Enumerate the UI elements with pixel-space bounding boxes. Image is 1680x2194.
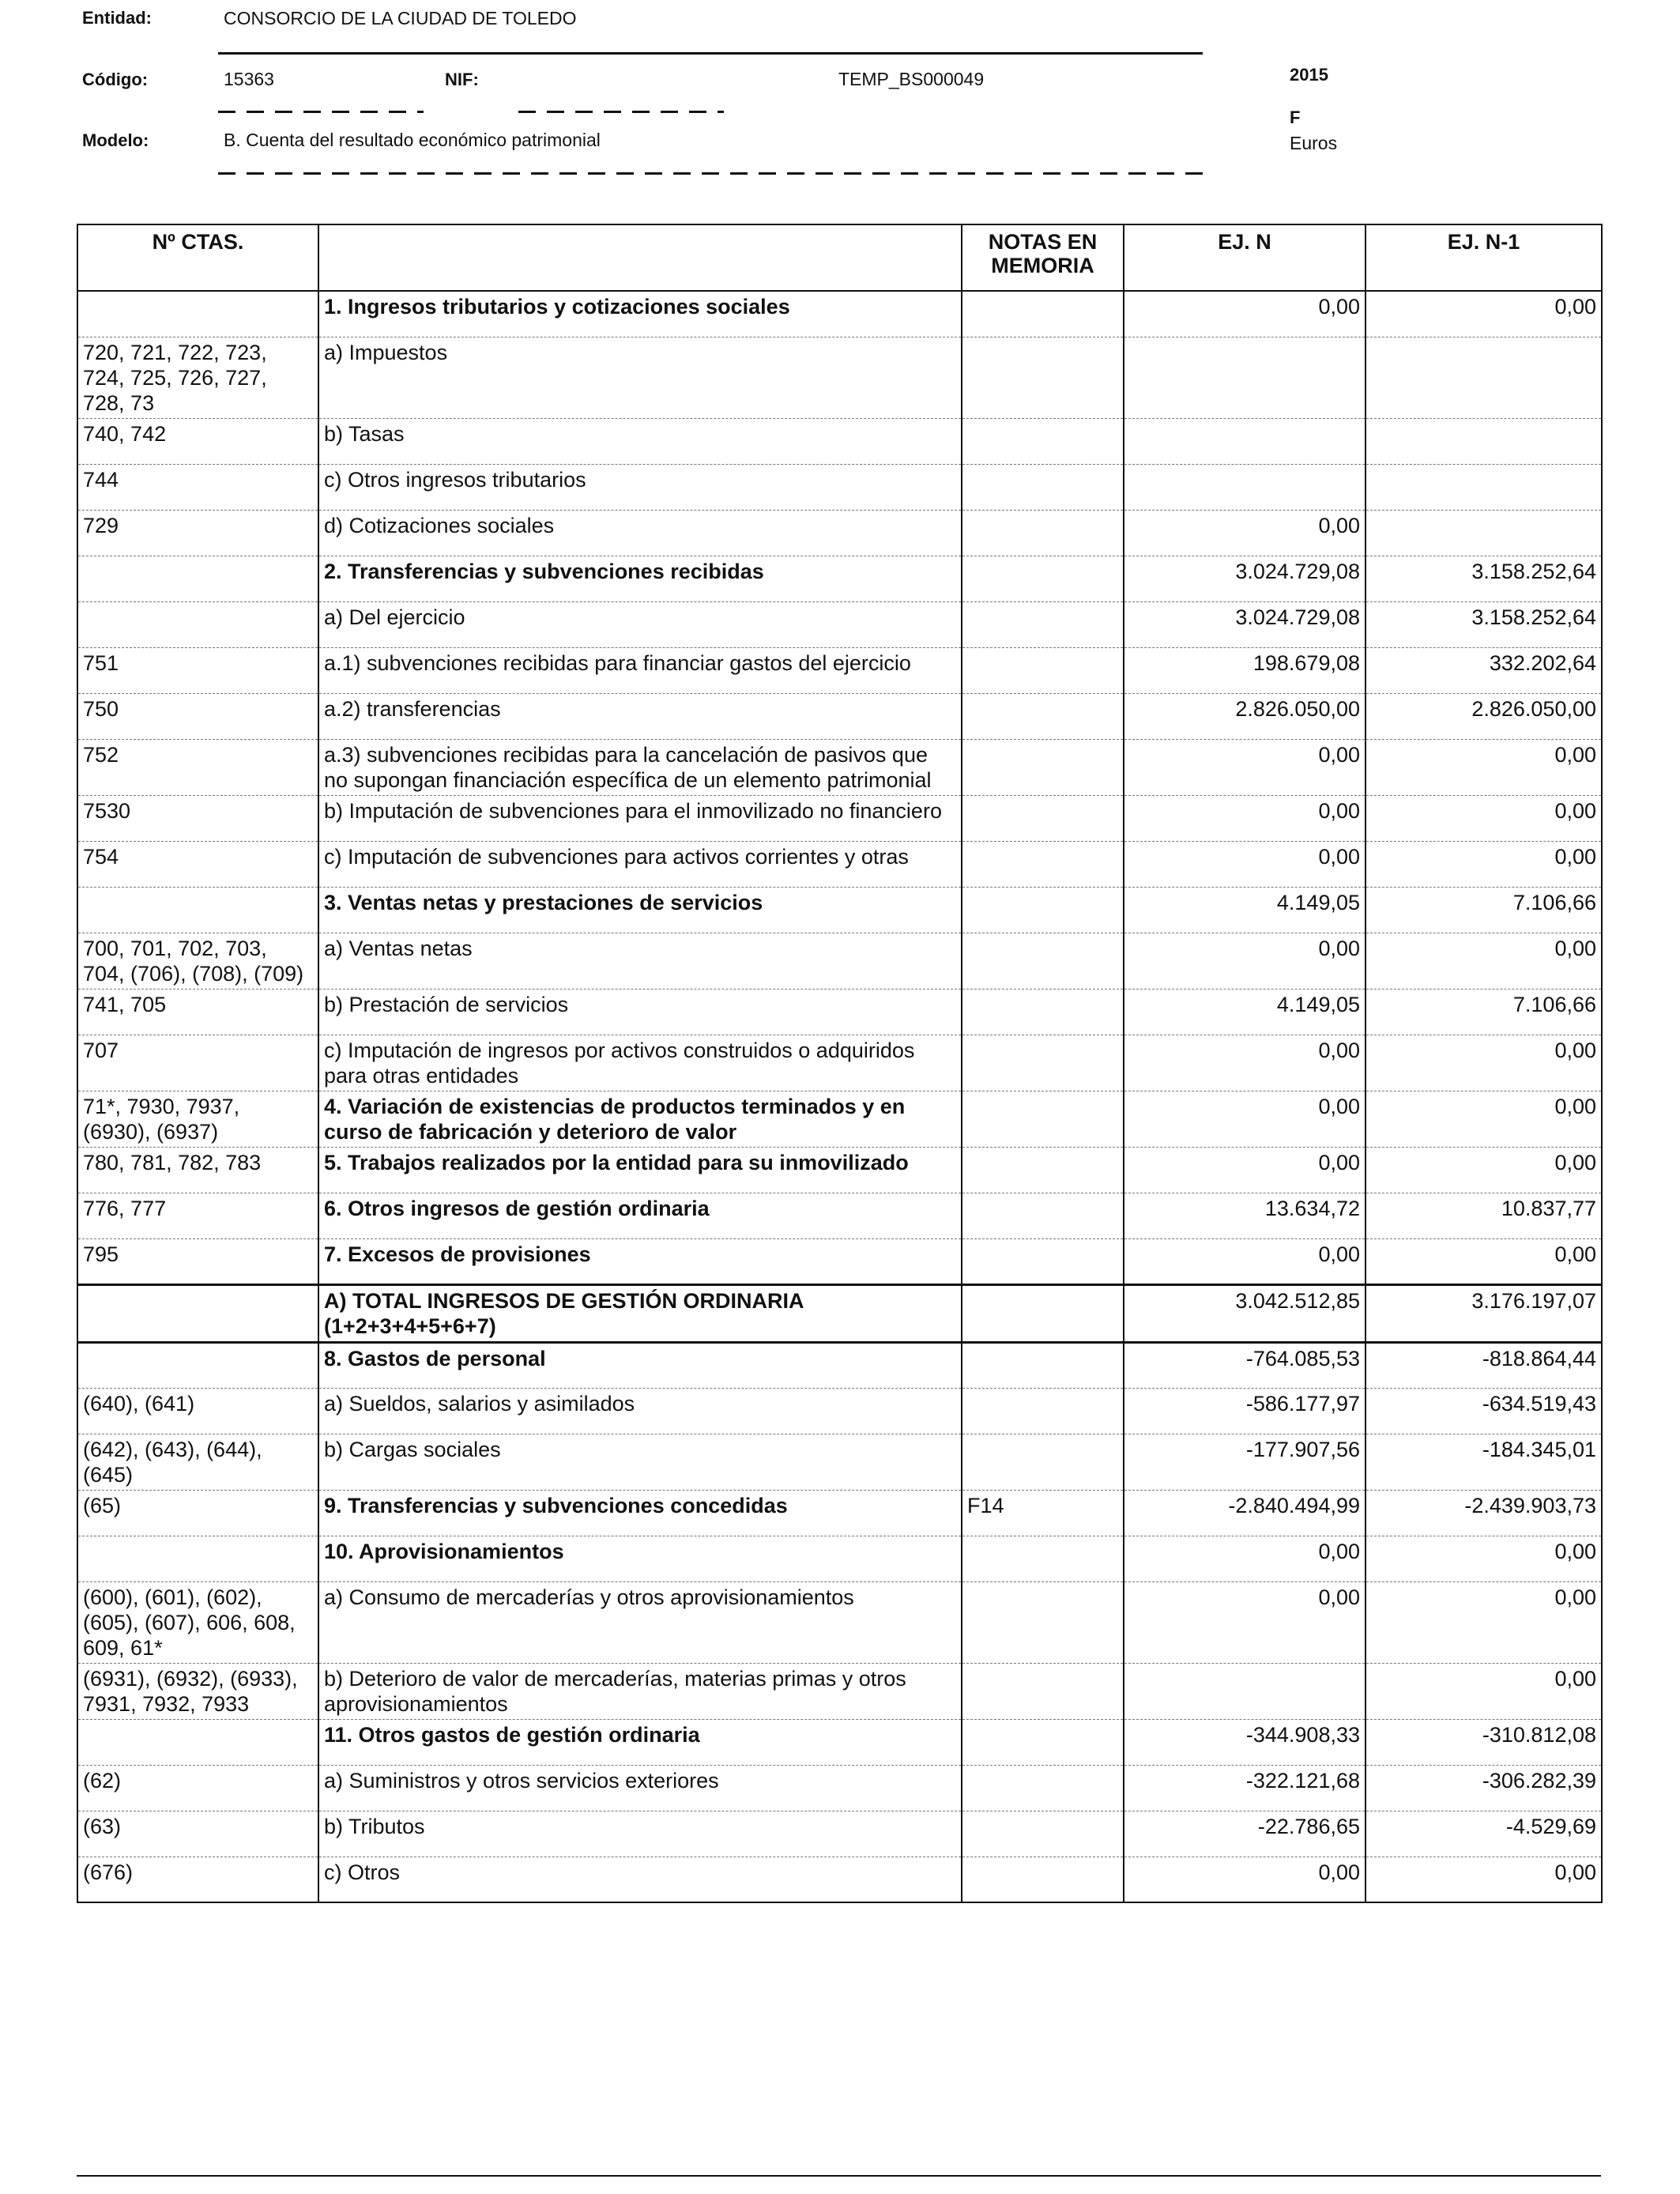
cell-ej-n1: 0,00 bbox=[1365, 1147, 1602, 1193]
cell-ej-n1: 0,00 bbox=[1365, 1857, 1602, 1902]
cell-ej-n: -177.907,56 bbox=[1124, 1434, 1365, 1490]
header-notas: NOTAS EN MEMORIA bbox=[962, 224, 1124, 291]
cell-ctas: (63) bbox=[77, 1811, 318, 1857]
cell-ej-n1 bbox=[1365, 337, 1602, 418]
cell-ctas bbox=[77, 887, 318, 933]
cell-ej-n1: 10.837,77 bbox=[1365, 1193, 1602, 1238]
cell-ej-n1: 2.826.050,00 bbox=[1365, 693, 1602, 739]
table-row bbox=[77, 1091, 1602, 1147]
cell-notas bbox=[962, 1284, 1124, 1342]
cell-ej-n: 3.024.729,08 bbox=[1124, 601, 1365, 647]
cell-concepto: 7. Excesos de provisiones bbox=[318, 1238, 962, 1284]
cell-ctas: (642), (643), (644), (645) bbox=[77, 1434, 318, 1490]
cell-notas bbox=[962, 989, 1124, 1035]
cell-notas bbox=[962, 1536, 1124, 1581]
table-row bbox=[77, 887, 1602, 933]
table-row bbox=[77, 647, 1602, 693]
cell-ej-n: -22.786,65 bbox=[1124, 1811, 1365, 1857]
cell-ej-n: 13.634,72 bbox=[1124, 1193, 1365, 1238]
cell-ej-n1: 0,00 bbox=[1365, 841, 1602, 887]
cell-concepto: 5. Trabajos realizados por la entidad para su inmovilizado bbox=[318, 1147, 962, 1193]
cell-ej-n: -344.908,33 bbox=[1124, 1719, 1365, 1765]
cell-notas bbox=[962, 933, 1124, 989]
cell-ej-n: 0,00 bbox=[1124, 795, 1365, 841]
nif-label: NIF: bbox=[445, 70, 479, 89]
cell-ctas: 707 bbox=[77, 1035, 318, 1091]
table-row bbox=[77, 841, 1602, 887]
cell-ctas: (676) bbox=[77, 1857, 318, 1902]
cell-ctas: 7530 bbox=[77, 795, 318, 841]
cell-ctas bbox=[77, 291, 318, 337]
table-row bbox=[77, 556, 1602, 601]
cell-ej-n: -764.085,53 bbox=[1124, 1342, 1365, 1388]
cell-ej-n: 0,00 bbox=[1124, 1857, 1365, 1902]
table-row bbox=[77, 1490, 1602, 1536]
cell-notas bbox=[962, 739, 1124, 795]
nif-underline bbox=[518, 111, 724, 113]
cell-ej-n: -2.840.494,99 bbox=[1124, 1490, 1365, 1536]
cell-concepto: a.3) subvenciones recibidas para la cancelación de pasivos que no supongan financiación específica de un elemento patrimonial bbox=[318, 739, 962, 795]
table-row bbox=[77, 1581, 1602, 1663]
table-row bbox=[77, 1284, 1602, 1342]
cell-notas bbox=[962, 1238, 1124, 1284]
cell-ej-n: 0,00 bbox=[1124, 739, 1365, 795]
modelo-label: Modelo: bbox=[82, 130, 149, 150]
cell-ctas: 780, 781, 782, 783 bbox=[77, 1147, 318, 1193]
cell-ej-n1: 0,00 bbox=[1365, 1581, 1602, 1663]
cell-ej-n1: -306.282,39 bbox=[1365, 1765, 1602, 1811]
cell-ctas: 71*, 7930, 7937, (6930), (6937) bbox=[77, 1091, 318, 1147]
cell-ctas: 750 bbox=[77, 693, 318, 739]
cell-ctas: 754 bbox=[77, 841, 318, 887]
cell-notas bbox=[962, 1719, 1124, 1765]
table-row bbox=[77, 989, 1602, 1035]
cell-concepto: b) Imputación de subvenciones para el inmovilizado no financiero bbox=[318, 795, 962, 841]
table-row bbox=[77, 337, 1602, 418]
cell-ej-n bbox=[1124, 337, 1365, 418]
cell-notas bbox=[962, 1663, 1124, 1719]
cell-ctas: (65) bbox=[77, 1490, 318, 1536]
table-row bbox=[77, 1663, 1602, 1719]
cell-ej-n1: -818.864,44 bbox=[1365, 1342, 1602, 1388]
cell-notas bbox=[962, 1857, 1124, 1902]
cell-ej-n: 0,00 bbox=[1124, 291, 1365, 337]
cell-ctas bbox=[77, 1284, 318, 1342]
cell-notas bbox=[962, 601, 1124, 647]
cell-notas bbox=[962, 1765, 1124, 1811]
cell-ej-n: 0,00 bbox=[1124, 1091, 1365, 1147]
cell-ej-n1 bbox=[1365, 464, 1602, 510]
cell-concepto: 6. Otros ingresos de gestión ordinaria bbox=[318, 1193, 962, 1238]
cell-notas bbox=[962, 1388, 1124, 1434]
cell-concepto: a) Del ejercicio bbox=[318, 601, 962, 647]
cell-ej-n: 0,00 bbox=[1124, 510, 1365, 556]
cell-ctas: 751 bbox=[77, 647, 318, 693]
cell-notas bbox=[962, 647, 1124, 693]
table-row bbox=[77, 795, 1602, 841]
cell-ctas bbox=[77, 1719, 318, 1765]
cell-concepto: b) Cargas sociales bbox=[318, 1434, 962, 1490]
cell-ctas bbox=[77, 601, 318, 647]
cell-concepto: a) Suministros y otros servicios exteriores bbox=[318, 1765, 962, 1811]
header-ej-n: EJ. N bbox=[1124, 224, 1365, 291]
cell-concepto: 1. Ingresos tributarios y cotizaciones sociales bbox=[318, 291, 962, 337]
cell-ej-n: 2.826.050,00 bbox=[1124, 693, 1365, 739]
cell-notas bbox=[962, 1811, 1124, 1857]
cell-concepto: a.2) transferencias bbox=[318, 693, 962, 739]
cell-ej-n1: 0,00 bbox=[1365, 933, 1602, 989]
table-row bbox=[77, 1811, 1602, 1857]
cell-notas bbox=[962, 1342, 1124, 1388]
cell-ctas: 720, 721, 722, 723, 724, 725, 726, 727, 728, 73 bbox=[77, 337, 318, 418]
table-row bbox=[77, 739, 1602, 795]
cell-ej-n: 0,00 bbox=[1124, 1536, 1365, 1581]
header-ej-n1: EJ. N-1 bbox=[1365, 224, 1602, 291]
cell-ctas: 795 bbox=[77, 1238, 318, 1284]
cell-ej-n1: -184.345,01 bbox=[1365, 1434, 1602, 1490]
cell-ej-n1: 0,00 bbox=[1365, 795, 1602, 841]
codigo-underline bbox=[218, 111, 424, 113]
cell-notas bbox=[962, 887, 1124, 933]
cell-ej-n: -322.121,68 bbox=[1124, 1765, 1365, 1811]
cell-concepto: 8. Gastos de personal bbox=[318, 1342, 962, 1388]
cell-ej-n1: -2.439.903,73 bbox=[1365, 1490, 1602, 1536]
modelo-underline bbox=[218, 172, 1203, 175]
cell-notas bbox=[962, 291, 1124, 337]
cell-ej-n: 0,00 bbox=[1124, 933, 1365, 989]
cell-notas bbox=[962, 841, 1124, 887]
cell-concepto: 11. Otros gastos de gestión ordinaria bbox=[318, 1719, 962, 1765]
table-row bbox=[77, 1388, 1602, 1434]
table-row bbox=[77, 1434, 1602, 1490]
year-value: 2015 bbox=[1290, 65, 1328, 85]
cell-notas bbox=[962, 1147, 1124, 1193]
cell-notas bbox=[962, 337, 1124, 418]
header-concepto bbox=[318, 224, 962, 291]
cell-concepto: a.1) subvenciones recibidas para financiar gastos del ejercicio bbox=[318, 647, 962, 693]
table-row bbox=[77, 1193, 1602, 1238]
table-row bbox=[77, 601, 1602, 647]
cell-concepto: c) Otros ingresos tributarios bbox=[318, 464, 962, 510]
table-bottom-rule bbox=[77, 2175, 1601, 2177]
cell-concepto: a) Sueldos, salarios y asimilados bbox=[318, 1388, 962, 1434]
income-statement-table bbox=[77, 224, 1603, 1903]
cell-ej-n1: 0,00 bbox=[1365, 1035, 1602, 1091]
cell-ctas: 744 bbox=[77, 464, 318, 510]
cell-notas bbox=[962, 1035, 1124, 1091]
cell-notas bbox=[962, 693, 1124, 739]
cell-ej-n bbox=[1124, 418, 1365, 464]
cell-ctas: (600), (601), (602), (605), (607), 606, 608, 609, 61* bbox=[77, 1581, 318, 1663]
cell-ej-n bbox=[1124, 1663, 1365, 1719]
cell-concepto: 4. Variación de existencias de productos terminados y en curso de fabricación y deterioro de valor bbox=[318, 1091, 962, 1147]
codigo-label: Código: bbox=[82, 70, 149, 89]
cell-notas bbox=[962, 1434, 1124, 1490]
cell-concepto: a) Impuestos bbox=[318, 337, 962, 418]
cell-ej-n1: 3.158.252,64 bbox=[1365, 556, 1602, 601]
cell-concepto: A) TOTAL INGRESOS DE GESTIÓN ORDINARIA (1+2+3+4+5+6+7) bbox=[318, 1284, 962, 1342]
cell-concepto: 9. Transferencias y subvenciones concedidas bbox=[318, 1490, 962, 1536]
cell-ej-n: 3.042.512,85 bbox=[1124, 1284, 1365, 1342]
table-row bbox=[77, 1765, 1602, 1811]
cell-ej-n: 0,00 bbox=[1124, 841, 1365, 887]
cell-notas bbox=[962, 1091, 1124, 1147]
cell-ej-n: 198.679,08 bbox=[1124, 647, 1365, 693]
cell-ej-n: 4.149,05 bbox=[1124, 887, 1365, 933]
cell-ej-n1: 332.202,64 bbox=[1365, 647, 1602, 693]
cell-concepto: c) Imputación de ingresos por activos construidos o adquiridos para otras entidades bbox=[318, 1035, 962, 1091]
codigo-value: 15363 bbox=[224, 69, 274, 89]
cell-concepto: b) Deterioro de valor de mercaderías, materias primas y otros aprovisionamientos bbox=[318, 1663, 962, 1719]
table-row bbox=[77, 1719, 1602, 1765]
cell-concepto: b) Prestación de servicios bbox=[318, 989, 962, 1035]
table-row bbox=[77, 291, 1602, 337]
cell-concepto: c) Otros bbox=[318, 1857, 962, 1902]
cell-ej-n1 bbox=[1365, 418, 1602, 464]
modelo-value: B. Cuenta del resultado económico patrimonial bbox=[224, 130, 601, 150]
cell-concepto: b) Tributos bbox=[318, 1811, 962, 1857]
cell-ctas bbox=[77, 556, 318, 601]
cell-ej-n1: -4.529,69 bbox=[1365, 1811, 1602, 1857]
cell-ctas: 700, 701, 702, 703, 704, (706), (708), (709) bbox=[77, 933, 318, 989]
cell-ej-n1: 0,00 bbox=[1365, 291, 1602, 337]
cell-notas: F14 bbox=[962, 1490, 1124, 1536]
cell-ej-n1: 0,00 bbox=[1365, 1238, 1602, 1284]
table-row bbox=[77, 1035, 1602, 1091]
cell-concepto: 10. Aprovisionamientos bbox=[318, 1536, 962, 1581]
table-row bbox=[77, 418, 1602, 464]
cell-ctas: (640), (641) bbox=[77, 1388, 318, 1434]
cell-ej-n: -586.177,97 bbox=[1124, 1388, 1365, 1434]
cell-ej-n: 3.024.729,08 bbox=[1124, 556, 1365, 601]
cell-ej-n1: -310.812,08 bbox=[1365, 1719, 1602, 1765]
cell-ctas: (62) bbox=[77, 1765, 318, 1811]
cell-ctas bbox=[77, 1342, 318, 1388]
cell-ej-n1: -634.519,43 bbox=[1365, 1388, 1602, 1434]
table-row bbox=[77, 464, 1602, 510]
cell-ctas bbox=[77, 1536, 318, 1581]
table-row bbox=[77, 1342, 1602, 1388]
cell-ej-n1: 7.106,66 bbox=[1365, 989, 1602, 1035]
cell-notas bbox=[962, 510, 1124, 556]
header-ctas: Nº CTAS. bbox=[77, 224, 318, 291]
cell-concepto: a) Ventas netas bbox=[318, 933, 962, 989]
cell-ej-n: 0,00 bbox=[1124, 1238, 1365, 1284]
cell-concepto: d) Cotizaciones sociales bbox=[318, 510, 962, 556]
table-row bbox=[77, 1536, 1602, 1581]
cell-ej-n1: 3.158.252,64 bbox=[1365, 601, 1602, 647]
cell-concepto: 3. Ventas netas y prestaciones de servicios bbox=[318, 887, 962, 933]
cell-ctas: 729 bbox=[77, 510, 318, 556]
cell-concepto: b) Tasas bbox=[318, 418, 962, 464]
cell-ctas: 752 bbox=[77, 739, 318, 795]
cell-notas bbox=[962, 556, 1124, 601]
table-row bbox=[77, 510, 1602, 556]
entidad-value: CONSORCIO DE LA CIUDAD DE TOLEDO bbox=[224, 8, 577, 28]
cell-ctas: (6931), (6932), (6933), 7931, 7932, 7933 bbox=[77, 1663, 318, 1719]
cell-ej-n: 0,00 bbox=[1124, 1035, 1365, 1091]
table-row bbox=[77, 1857, 1602, 1902]
currency-label: Euros bbox=[1290, 133, 1338, 153]
f-label: F bbox=[1290, 107, 1301, 127]
cell-ej-n: 0,00 bbox=[1124, 1147, 1365, 1193]
cell-ctas: 741, 705 bbox=[77, 989, 318, 1035]
nif-value: TEMP_BS000049 bbox=[838, 69, 985, 89]
table-header-row bbox=[77, 224, 1602, 291]
cell-ej-n1: 0,00 bbox=[1365, 1091, 1602, 1147]
cell-ej-n: 4.149,05 bbox=[1124, 989, 1365, 1035]
cell-notas bbox=[962, 418, 1124, 464]
cell-notas bbox=[962, 1193, 1124, 1238]
cell-ctas: 740, 742 bbox=[77, 418, 318, 464]
cell-notas bbox=[962, 795, 1124, 841]
cell-ej-n bbox=[1124, 464, 1365, 510]
cell-ej-n: 0,00 bbox=[1124, 1581, 1365, 1663]
cell-ej-n1: 0,00 bbox=[1365, 1663, 1602, 1719]
cell-ej-n1: 0,00 bbox=[1365, 1536, 1602, 1581]
entidad-underline bbox=[218, 52, 1203, 55]
cell-ej-n1: 3.176.197,07 bbox=[1365, 1284, 1602, 1342]
cell-concepto: 2. Transferencias y subvenciones recibidas bbox=[318, 556, 962, 601]
cell-notas bbox=[962, 1581, 1124, 1663]
table-row bbox=[77, 693, 1602, 739]
table-row bbox=[77, 933, 1602, 989]
cell-concepto: a) Consumo de mercaderías y otros aprovisionamientos bbox=[318, 1581, 962, 1663]
table-row bbox=[77, 1147, 1602, 1193]
cell-concepto: c) Imputación de subvenciones para activos corrientes y otras bbox=[318, 841, 962, 887]
cell-ej-n1: 7.106,66 bbox=[1365, 887, 1602, 933]
cell-ctas: 776, 777 bbox=[77, 1193, 318, 1238]
entidad-label: Entidad: bbox=[82, 8, 152, 28]
cell-ej-n1 bbox=[1365, 510, 1602, 556]
cell-ej-n1: 0,00 bbox=[1365, 739, 1602, 795]
table-row bbox=[77, 1238, 1602, 1284]
cell-notas bbox=[962, 464, 1124, 510]
